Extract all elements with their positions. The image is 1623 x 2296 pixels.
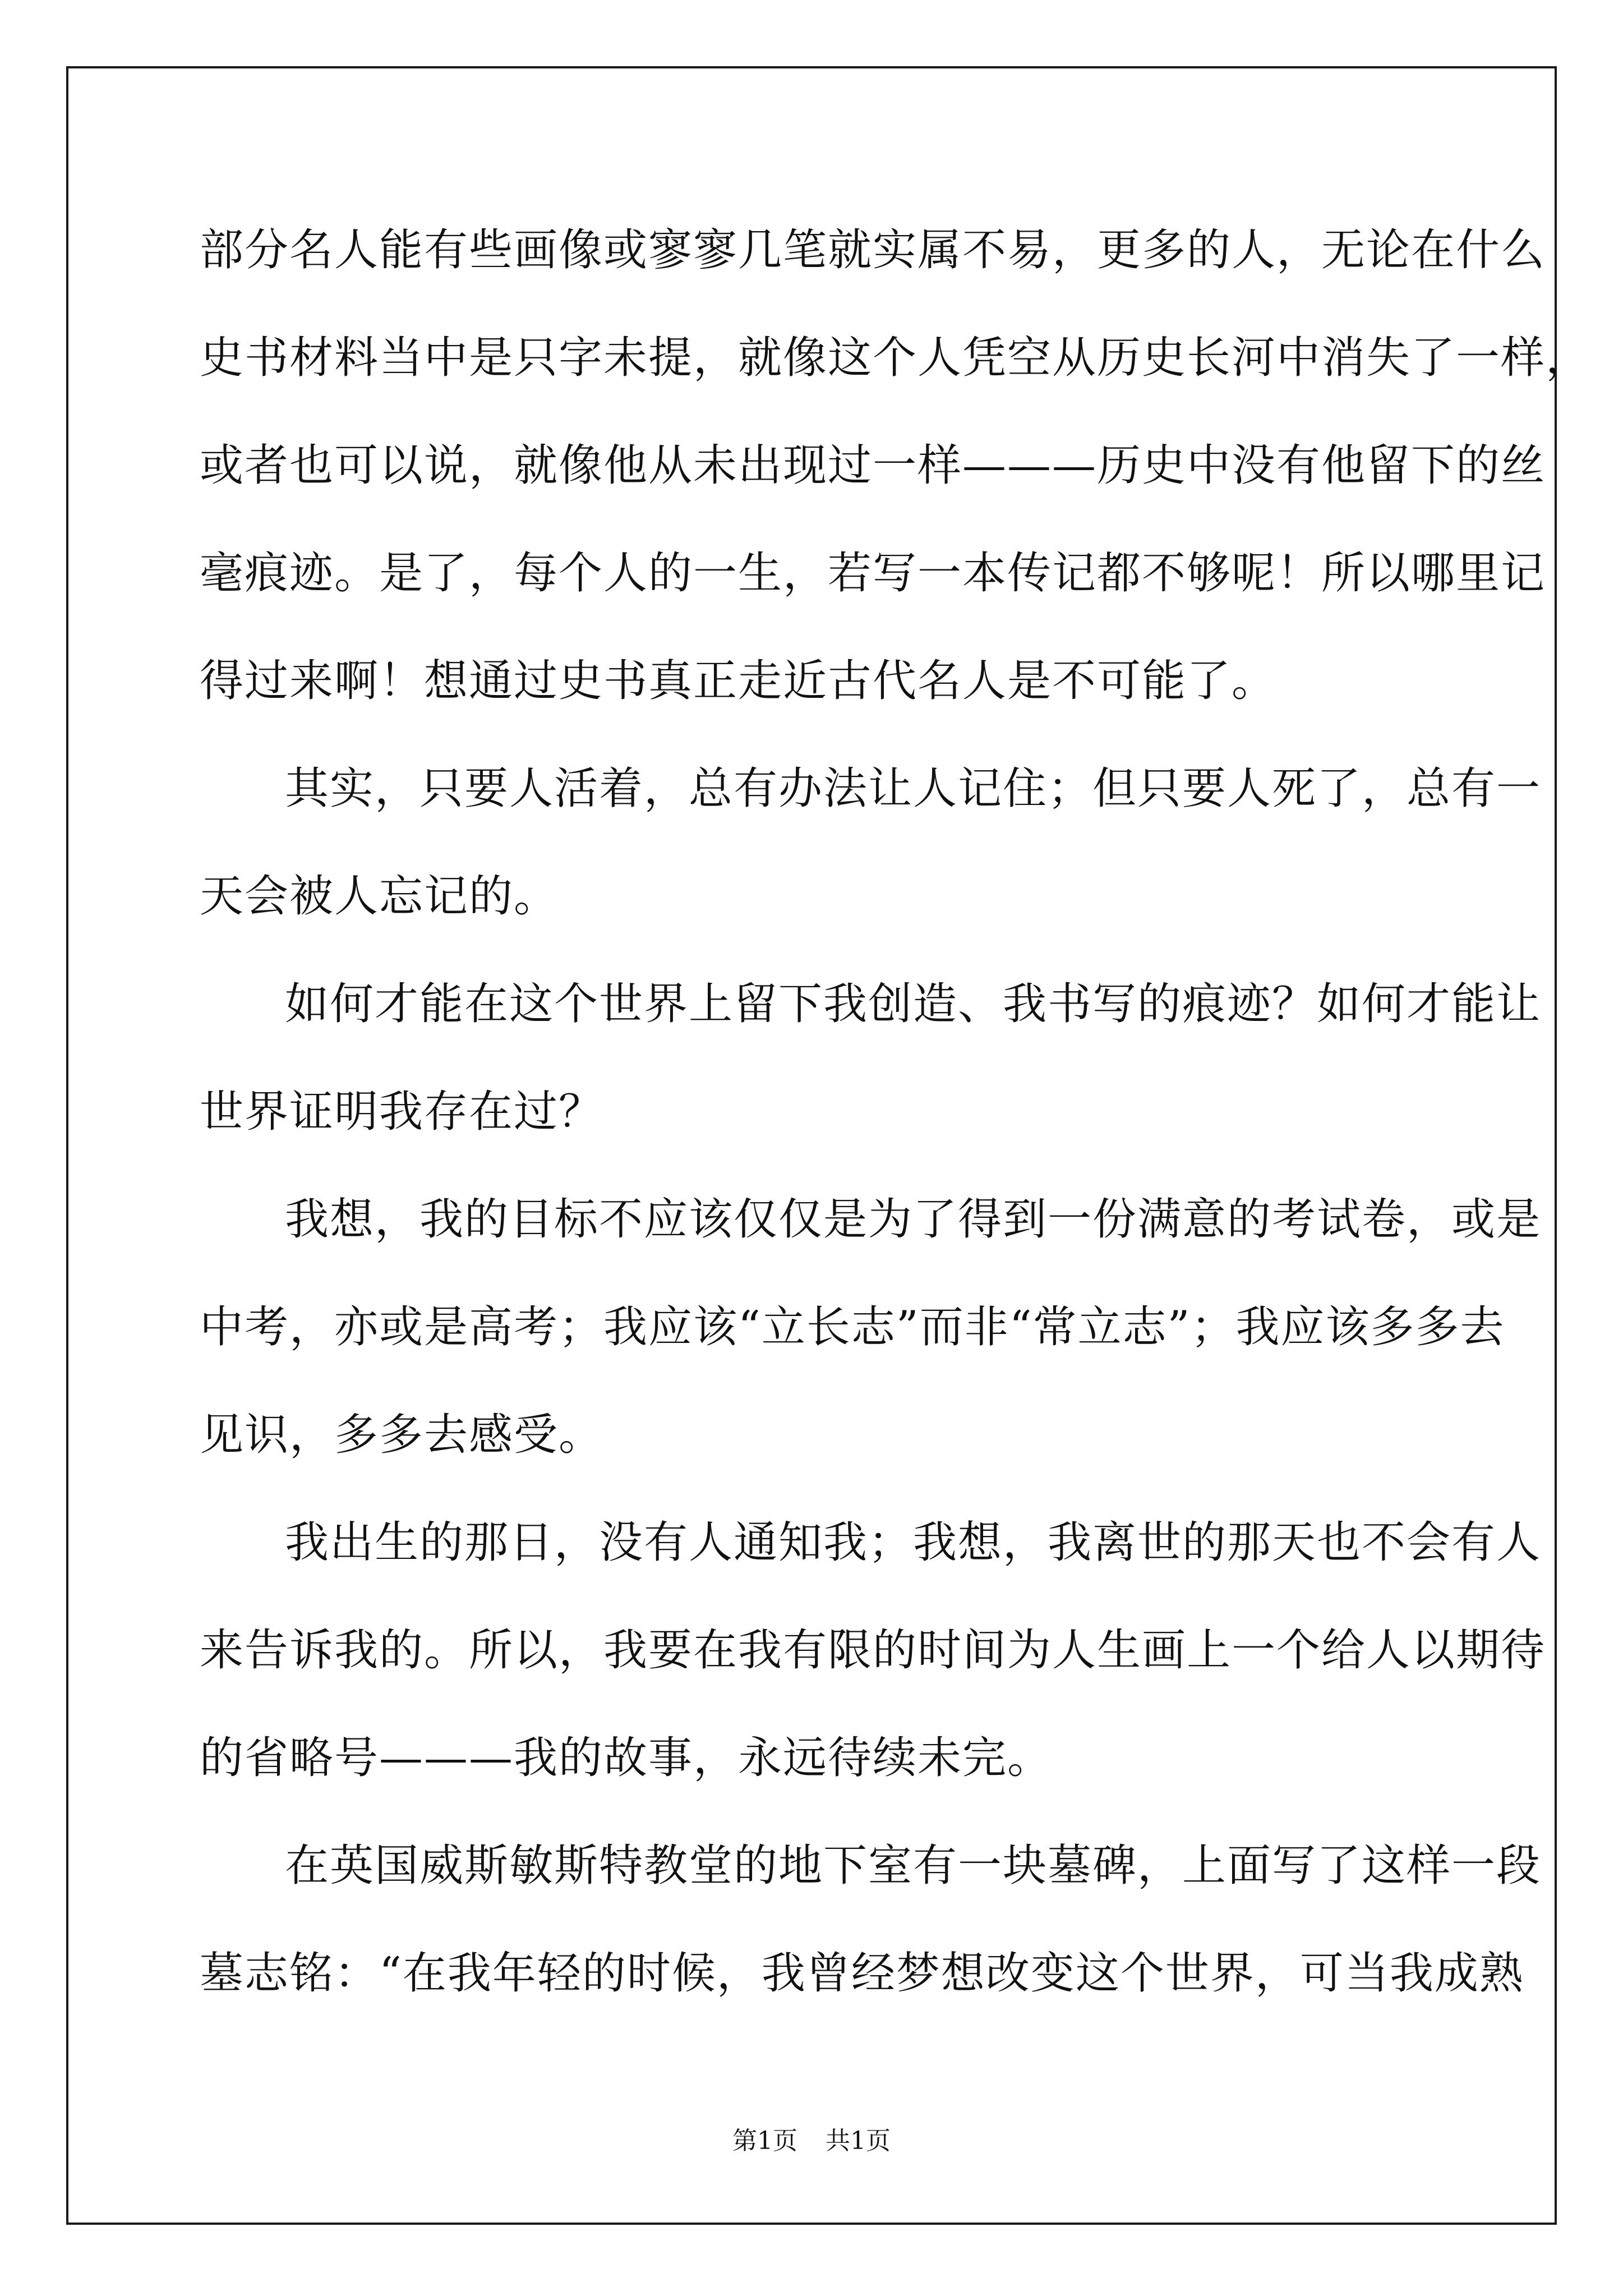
- text-line: 中考，亦或是高考；我应该“立长志”而非“常立志”；我应该多多去: [200, 1302, 1505, 1352]
- text-line: 毫痕迹。是了，每个人的一生，若写一本传记都不够呢！所以哪里记: [200, 548, 1546, 599]
- text-line: 或者也可以说，就像他从未出现过一样———历史中没有他留下的丝: [200, 440, 1546, 491]
- document-body: [200, 196, 1591, 2027]
- text-line: 的省略号———我的故事，永远待续未完。: [200, 1733, 1053, 1783]
- text-line: 世界证明我存在过？: [200, 1087, 604, 1137]
- page-number-current: 第1页: [732, 2127, 797, 2155]
- text-line: 墓志铭：“在我年轻的时候，我曾经梦想改变这个世界，可当我成熟: [200, 1948, 1524, 1999]
- text-line: 得过来啊！想通过史书真正走近古代名人是不可能了。: [200, 656, 1277, 706]
- text-line: 在英国威斯敏斯特教堂的地下室有一块墓碑，上面写了这样一段: [285, 1841, 1542, 1891]
- text-line: 部分名人能有些画像或寥寥几笔就实属不易，更多的人，无论在什么: [200, 225, 1546, 275]
- page-number-total: 共1页: [826, 2127, 891, 2155]
- text-line: 史书材料当中是只字未提，就像这个人凭空从历史长河中消失了一样，: [200, 333, 1591, 383]
- text-line: 天会被人忘记的。: [200, 871, 559, 922]
- text-line: 来告诉我的。所以，我要在我有限的时间为人生画上一个给人以期待: [200, 1625, 1546, 1676]
- text-line: 如何才能在这个世界上留下我创造、我书写的痕迹？如何才能让: [285, 979, 1542, 1029]
- text-line: 我出生的那日，没有人通知我；我想，我离世的那天也不会有人: [285, 1517, 1542, 1568]
- page-footer: [0, 2120, 1623, 2156]
- text-line: 我想，我的目标不应该仅仅是为了得到一份满意的考试卷，或是: [285, 1194, 1542, 1245]
- text-line: 见识，多多去感受。: [200, 1410, 604, 1460]
- text-line: 其实，只要人活着，总有办法让人记住；但只要人死了，总有一: [285, 763, 1542, 814]
